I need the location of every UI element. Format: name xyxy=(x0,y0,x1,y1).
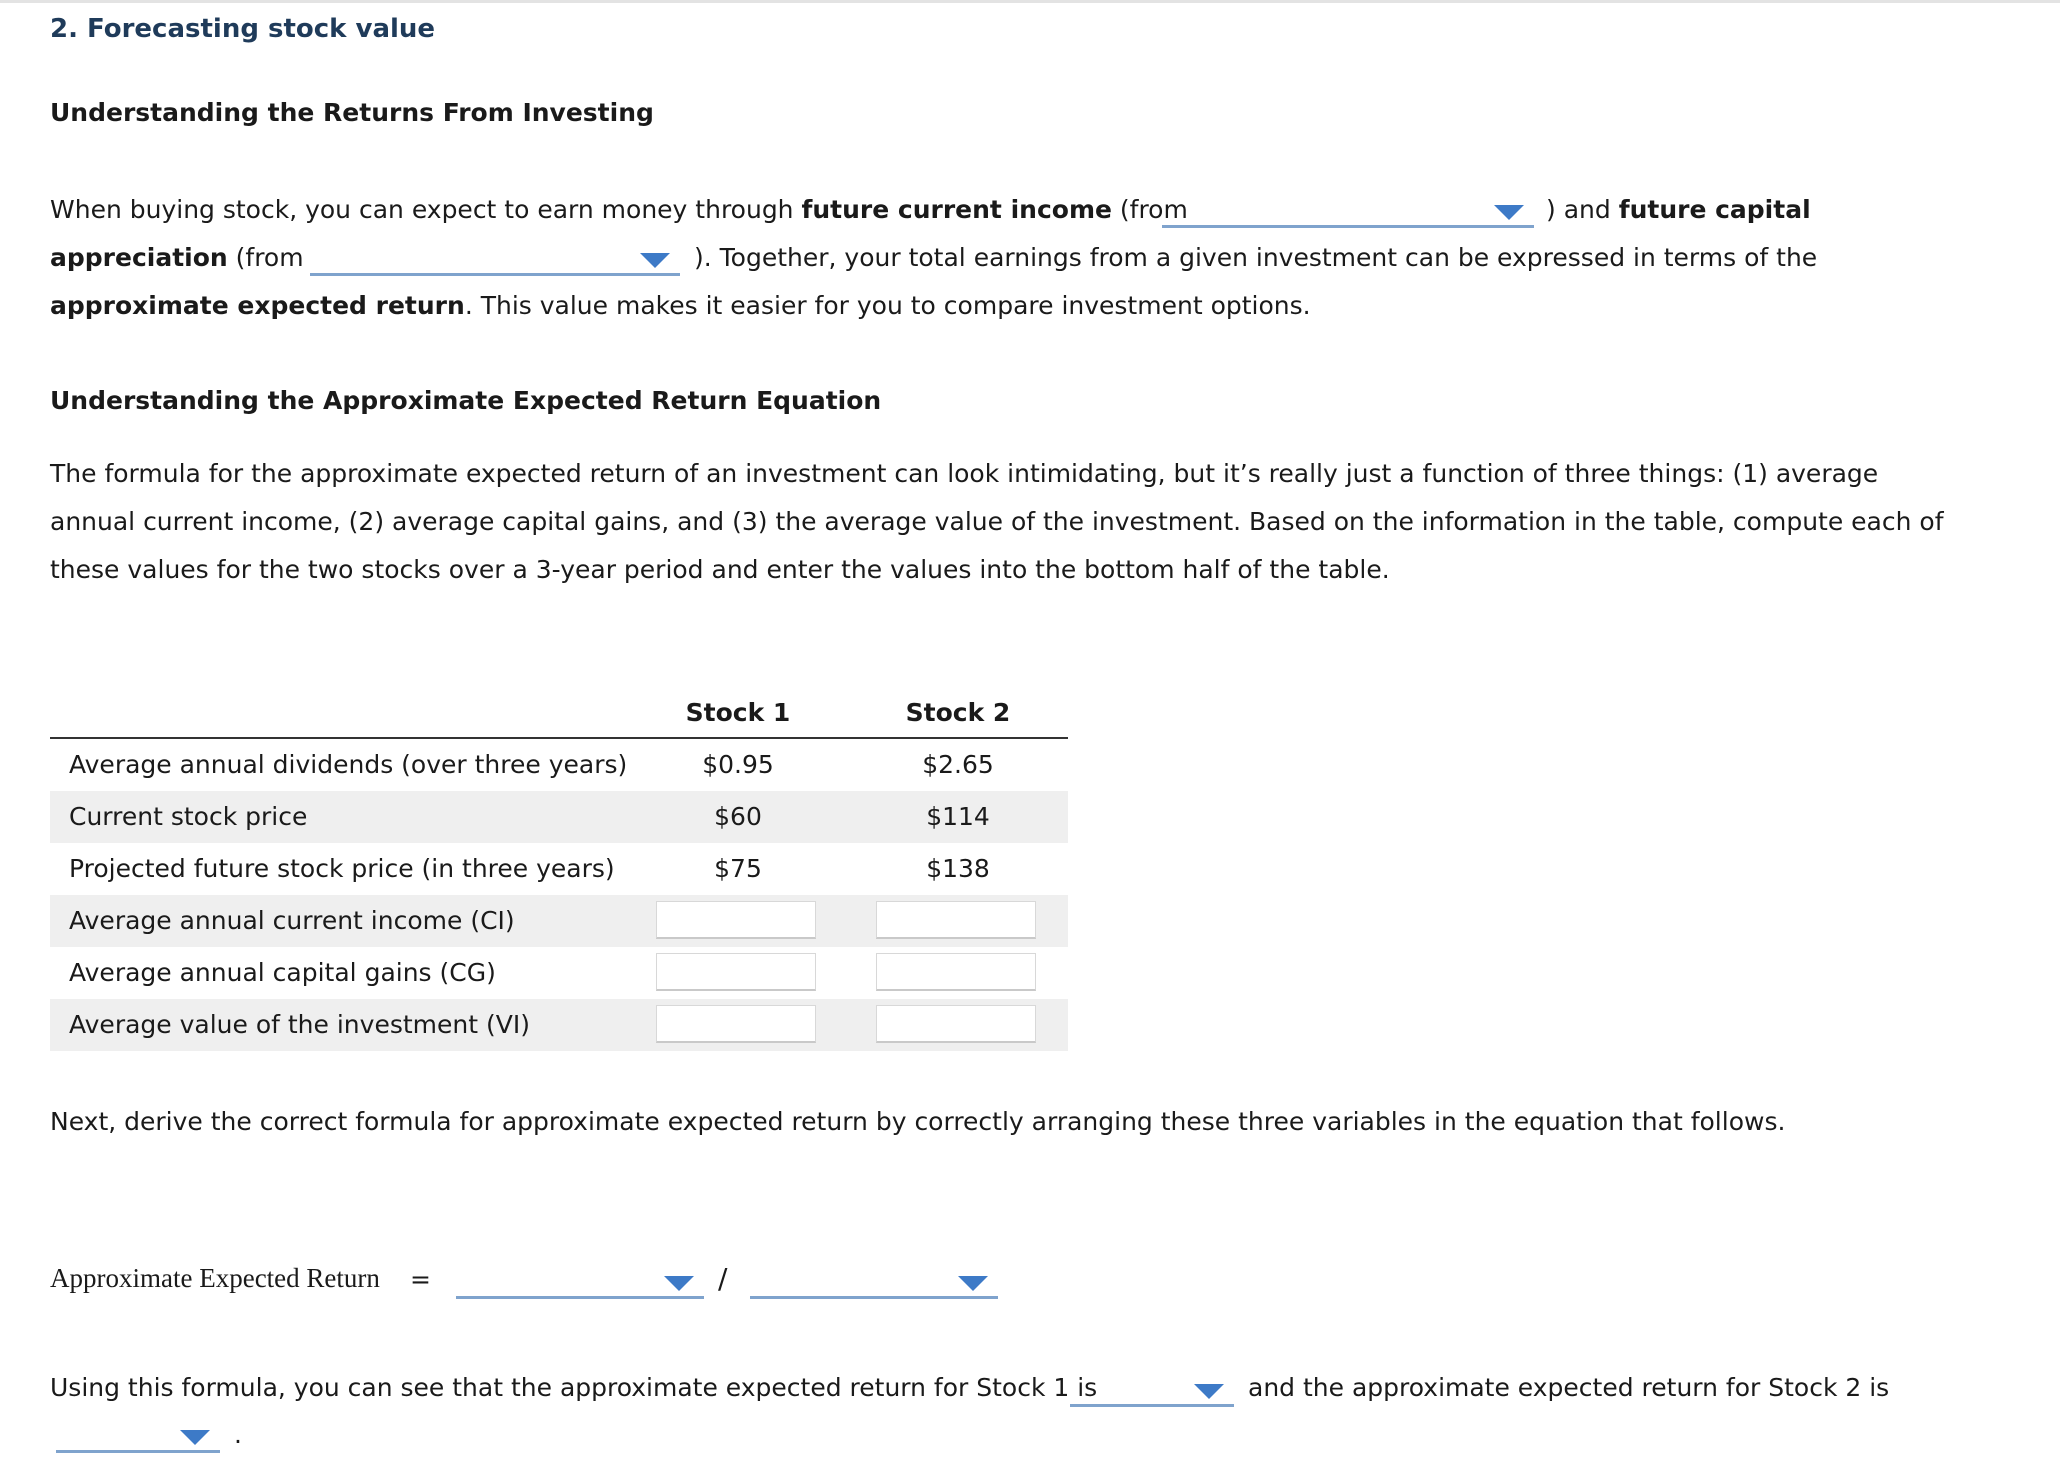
stock-data-table xyxy=(50,694,1068,1051)
header-stock-2: Stock 2 xyxy=(905,698,1011,727)
table-row xyxy=(50,791,1068,843)
table-row xyxy=(50,843,1068,895)
returns-paragraph-line2-end: ). Together, your total earnings from a given investment can be expressed in terms of the xyxy=(694,243,1818,272)
conclusion-text-2: and the approximate expected return for Stock 2 is xyxy=(1248,1373,1890,1402)
header-stock-1: Stock 1 xyxy=(685,698,791,727)
stock-1-return-dropdown[interactable] xyxy=(1070,1374,1234,1407)
conclusion-text-1: Using this formula, you can see that the approximate expected return for Stock 1 is xyxy=(50,1373,1098,1402)
returns-heading: Understanding the Returns From Investing xyxy=(50,98,654,127)
row-label: Projected future stock price (in three years) xyxy=(69,854,615,883)
division-slash: / xyxy=(718,1262,728,1295)
row-label: Current stock price xyxy=(69,802,308,831)
returns-paragraph-line3: approximate expected return. This value makes it easier for you to compare investment options. xyxy=(50,291,1311,320)
chevron-down-icon xyxy=(640,253,670,268)
stock-2-return-dropdown[interactable] xyxy=(56,1420,220,1453)
stock-2-ci-input[interactable] xyxy=(876,901,1036,939)
top-divider xyxy=(0,0,2060,3)
derive-instruction: Next, derive the correct formula for approximate expected return by correctly arranging these three variables in the equation that follows. xyxy=(50,1107,1786,1136)
stock-1-cg-input[interactable] xyxy=(656,953,816,991)
equation-paragraph-line2: annual current income, (2) average capital gains, and (3) the average value of the investment. Based on the information in the table, compute each of xyxy=(50,507,1944,536)
chevron-down-icon xyxy=(180,1430,210,1445)
equals-sign: = xyxy=(410,1265,431,1294)
stock-1-value: $75 xyxy=(714,854,762,883)
denominator-dropdown[interactable] xyxy=(750,1266,998,1299)
returns-paragraph-line1: When buying stock, you can expect to earn money through future current income (from xyxy=(50,195,1188,224)
current-income-source-dropdown[interactable] xyxy=(1162,195,1534,228)
capital-appreciation-source-dropdown[interactable] xyxy=(310,243,680,276)
returns-paragraph-line2-start: appreciation (from xyxy=(50,243,304,272)
stock-1-value: $60 xyxy=(714,802,762,831)
stock-2-cg-input[interactable] xyxy=(876,953,1036,991)
table-row xyxy=(50,999,1068,1051)
equation-paragraph-line1: The formula for the approximate expected return of an investment can look intimidating, but it’s really just a function of three things: (1) average xyxy=(50,459,1879,488)
conclusion-period: . xyxy=(234,1420,242,1449)
stock-1-ci-input[interactable] xyxy=(656,901,816,939)
stock-2-vi-input[interactable] xyxy=(876,1005,1036,1043)
equation-heading: Understanding the Approximate Expected Return Equation xyxy=(50,386,882,415)
equation-paragraph-line3: these values for the two stocks over a 3-year period and enter the values into the bottom half of the table. xyxy=(50,555,1390,584)
section-title: 2. Forecasting stock value xyxy=(50,14,436,44)
returns-paragraph-line1-end: ) and future capital xyxy=(1546,195,1811,224)
table-header xyxy=(50,694,1068,739)
row-label: Average value of the investment (VI) xyxy=(69,1010,530,1039)
stock-2-value: $2.65 xyxy=(922,750,994,779)
row-label: Average annual dividends (over three years) xyxy=(69,750,628,779)
chevron-down-icon xyxy=(1194,1384,1224,1399)
row-label: Average annual current income (CI) xyxy=(69,906,515,935)
chevron-down-icon xyxy=(958,1276,988,1291)
stock-1-vi-input[interactable] xyxy=(656,1005,816,1043)
equation-label: Approximate Expected Return xyxy=(50,1263,380,1293)
numerator-dropdown[interactable] xyxy=(456,1266,704,1299)
stock-2-value: $138 xyxy=(926,854,990,883)
stock-1-value: $0.95 xyxy=(702,750,774,779)
row-label: Average annual capital gains (CG) xyxy=(69,958,496,987)
chevron-down-icon xyxy=(664,1276,694,1291)
table-row xyxy=(50,947,1068,999)
stock-2-value: $114 xyxy=(926,802,990,831)
chevron-down-icon xyxy=(1494,205,1524,220)
table-row xyxy=(50,895,1068,947)
table-row xyxy=(50,739,1068,791)
